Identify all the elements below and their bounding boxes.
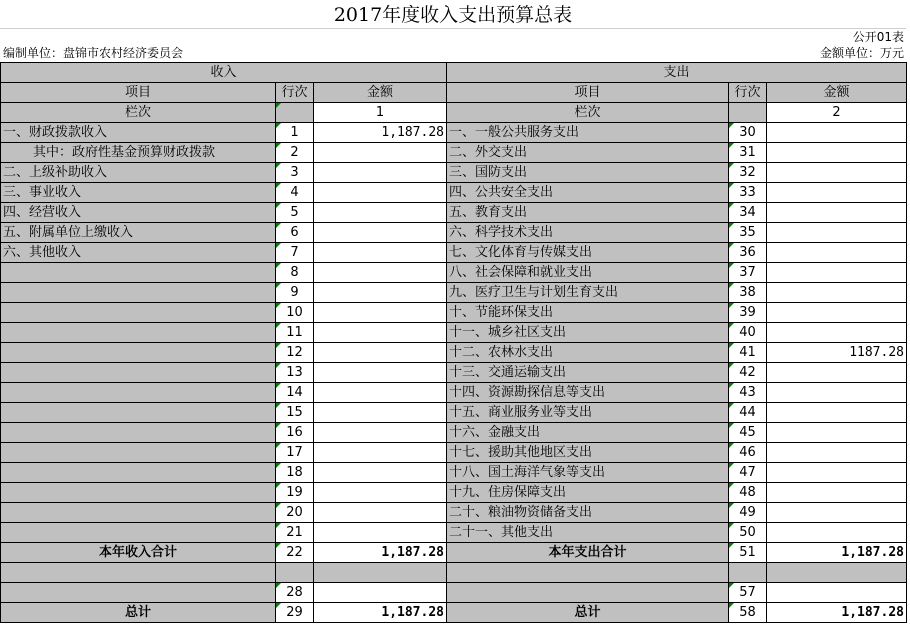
expense-amount[interactable] [767, 243, 907, 263]
expense-row-no: 41 [729, 343, 767, 363]
table-row [1, 503, 907, 523]
expense-amount[interactable] [767, 203, 907, 223]
expense-item: 十二、农林水支出 [447, 343, 729, 363]
expense-item: 三、国防支出 [447, 163, 729, 183]
income-amount[interactable] [314, 523, 447, 543]
expense-total-amount[interactable]: 1,187.28 [767, 603, 907, 623]
income-item-header: 项目 [1, 83, 276, 103]
expense-gap-no: 57 [729, 583, 767, 603]
expense-amount[interactable] [767, 183, 907, 203]
table-row [1, 403, 907, 423]
total-row [1, 603, 907, 623]
income-amount[interactable] [314, 203, 447, 223]
expense-item: 四、公共安全支出 [447, 183, 729, 203]
table-row [1, 263, 907, 283]
income-item [1, 483, 276, 503]
income-amount-header: 金额 [314, 83, 447, 103]
income-amount[interactable] [314, 383, 447, 403]
expense-amount[interactable] [767, 163, 907, 183]
expense-blank-no [729, 563, 767, 583]
table-row [1, 323, 907, 343]
income-column-index: 1 [314, 103, 447, 123]
expense-amount[interactable] [767, 223, 907, 243]
income-item [1, 323, 276, 343]
income-amount[interactable] [314, 423, 447, 443]
income-row-no: 21 [276, 523, 314, 543]
income-row-no: 13 [276, 363, 314, 383]
form-number-row [0, 29, 906, 46]
expense-amount[interactable] [767, 123, 907, 143]
expense-amount[interactable] [767, 303, 907, 323]
income-amount[interactable] [314, 403, 447, 423]
expense-row-no: 49 [729, 503, 767, 523]
income-row-no: 20 [276, 503, 314, 523]
income-amount[interactable] [314, 223, 447, 243]
income-amount[interactable] [314, 243, 447, 263]
income-amount[interactable] [314, 323, 447, 343]
expense-amount[interactable] [767, 483, 907, 503]
income-amount[interactable] [314, 143, 447, 163]
income-total-amount[interactable]: 1,187.28 [314, 603, 447, 623]
expense-item: 十、节能环保支出 [447, 303, 729, 323]
table-row [1, 343, 907, 363]
table-row [1, 443, 907, 463]
income-column-label: 栏次 [1, 103, 276, 123]
income-item [1, 283, 276, 303]
expense-amount[interactable] [767, 443, 907, 463]
table-row [1, 523, 907, 543]
income-item: 六、其他收入 [1, 243, 276, 263]
income-row-no: 10 [276, 303, 314, 323]
income-item: 四、经营收入 [1, 203, 276, 223]
income-amount[interactable] [314, 443, 447, 463]
income-row-no: 19 [276, 483, 314, 503]
form-number: 公开01表 [852, 30, 904, 44]
expense-amount[interactable] [767, 383, 907, 403]
income-row-no: 12 [276, 343, 314, 363]
expense-subtotal-label: 本年支出合计 [447, 543, 729, 563]
expense-gap-item [447, 583, 729, 603]
table-row [1, 123, 907, 143]
income-row-no: 18 [276, 463, 314, 483]
expense-amount[interactable] [767, 323, 907, 343]
expense-amount[interactable] [767, 143, 907, 163]
income-amount[interactable] [314, 363, 447, 383]
expense-item: 五、教育支出 [447, 203, 729, 223]
gap-row [1, 583, 907, 603]
income-row-no: 3 [276, 163, 314, 183]
income-rowno-header: 行次 [276, 83, 314, 103]
table-row [1, 243, 907, 263]
expense-item: 二、外交支出 [447, 143, 729, 163]
income-amount[interactable] [314, 483, 447, 503]
expense-item: 二十一、其他支出 [447, 523, 729, 543]
expense-amount[interactable] [767, 263, 907, 283]
income-row-no: 8 [276, 263, 314, 283]
expense-gap-amount[interactable] [767, 583, 907, 603]
income-amount[interactable] [314, 163, 447, 183]
expense-row-no: 43 [729, 383, 767, 403]
unit-row [0, 45, 906, 62]
income-item [1, 463, 276, 483]
income-item: 其中：政府性基金预算财政拨款 [1, 143, 276, 163]
blank-row [1, 563, 907, 583]
income-item [1, 363, 276, 383]
table-row [1, 303, 907, 323]
expense-amount[interactable]: 1187.28 [767, 343, 907, 363]
expense-row-no: 30 [729, 123, 767, 143]
expense-row-no: 39 [729, 303, 767, 323]
expense-item: 一、一般公共服务支出 [447, 123, 729, 143]
table-row [1, 283, 907, 303]
income-item [1, 503, 276, 523]
income-item [1, 263, 276, 283]
income-amount[interactable] [314, 463, 447, 483]
expense-amount[interactable] [767, 283, 907, 303]
income-amount[interactable] [314, 503, 447, 523]
income-row-no: 7 [276, 243, 314, 263]
table-row [1, 483, 907, 503]
table-row [1, 163, 907, 183]
table-row [1, 203, 907, 223]
table-row [1, 423, 907, 443]
income-subtotal-amount[interactable]: 1,187.28 [314, 543, 447, 563]
expense-column-index: 2 [767, 103, 907, 123]
expense-item: 六、科学技术支出 [447, 223, 729, 243]
income-amount[interactable] [314, 283, 447, 303]
report-title: 2017年度收入支出预算总表 [0, 0, 906, 29]
table-row [1, 363, 907, 383]
income-item [1, 303, 276, 323]
table-row [1, 143, 907, 163]
expense-blank-amount [767, 563, 907, 583]
income-item [1, 383, 276, 403]
expense-blank-item [447, 563, 729, 583]
expense-row-no: 32 [729, 163, 767, 183]
expense-rowno-header: 行次 [729, 83, 767, 103]
expense-item: 七、文化体育与传媒支出 [447, 243, 729, 263]
expense-amount[interactable] [767, 423, 907, 443]
income-subtotal-label: 本年收入合计 [1, 543, 276, 563]
expense-item: 二十、粮油物资储备支出 [447, 503, 729, 523]
subtotal-row [1, 543, 907, 563]
income-blank-no [276, 563, 314, 583]
expense-row-no: 48 [729, 483, 767, 503]
expense-total-no: 58 [729, 603, 767, 623]
money-unit: 金额单位：万元 [819, 46, 904, 60]
expense-item: 十六、金融支出 [447, 423, 729, 443]
expense-item: 十五、商业服务业等支出 [447, 403, 729, 423]
expense-row-no: 38 [729, 283, 767, 303]
expense-row-no: 46 [729, 443, 767, 463]
expense-row-no: 42 [729, 363, 767, 383]
income-item [1, 403, 276, 423]
income-row-no: 9 [276, 283, 314, 303]
income-rowno-index [276, 103, 314, 123]
expense-subtotal-no: 51 [729, 543, 767, 563]
expense-item: 十四、资源勘探信息等支出 [447, 383, 729, 403]
reporting-unit: 编制单位：盘锦市农村经济委员会 [3, 46, 184, 60]
income-item: 五、附属单位上缴收入 [1, 223, 276, 243]
income-item: 二、上级补助收入 [1, 163, 276, 183]
income-amount[interactable] [314, 343, 447, 363]
expense-amount-header: 金额 [767, 83, 907, 103]
expense-row-no: 31 [729, 143, 767, 163]
expense-row-no: 47 [729, 463, 767, 483]
income-gap-no: 28 [276, 583, 314, 603]
income-amount[interactable] [314, 183, 447, 203]
income-item [1, 523, 276, 543]
income-item: 一、财政拨款收入 [1, 123, 276, 143]
income-amount[interactable] [314, 263, 447, 283]
expense-item: 十七、援助其他地区支出 [447, 443, 729, 463]
expense-row-no: 50 [729, 523, 767, 543]
income-row-no: 16 [276, 423, 314, 443]
expense-rowno-index [729, 103, 767, 123]
income-row-no: 17 [276, 443, 314, 463]
expense-row-no: 35 [729, 223, 767, 243]
column-index-row [1, 103, 907, 123]
expense-item: 十三、交通运输支出 [447, 363, 729, 383]
expense-total-label: 总计 [447, 603, 729, 623]
income-row-no: 1 [276, 123, 314, 143]
income-item: 三、事业收入 [1, 183, 276, 203]
column-header-row [1, 83, 907, 103]
expense-item: 十八、国土海洋气象等支出 [447, 463, 729, 483]
expense-item: 八、社会保障和就业支出 [447, 263, 729, 283]
income-item [1, 343, 276, 363]
income-item [1, 443, 276, 463]
income-item [1, 423, 276, 443]
income-subtotal-no: 22 [276, 543, 314, 563]
expense-item: 九、医疗卫生与计划生育支出 [447, 283, 729, 303]
table-row [1, 463, 907, 483]
income-blank-amount [314, 563, 447, 583]
income-gap-item [1, 583, 276, 603]
income-total-no: 29 [276, 603, 314, 623]
income-amount[interactable] [314, 303, 447, 323]
expense-column-label: 栏次 [447, 103, 729, 123]
income-row-no: 14 [276, 383, 314, 403]
expense-item: 十一、城乡社区支出 [447, 323, 729, 343]
expense-row-no: 37 [729, 263, 767, 283]
income-gap-amount[interactable] [314, 583, 447, 603]
expense-row-no: 33 [729, 183, 767, 203]
expense-row-no: 45 [729, 423, 767, 443]
table-row [1, 223, 907, 243]
table-row [1, 183, 907, 203]
expense-amount[interactable] [767, 363, 907, 383]
income-blank-item [1, 563, 276, 583]
expense-row-no: 40 [729, 323, 767, 343]
income-row-no: 6 [276, 223, 314, 243]
section-header-row [1, 63, 907, 83]
income-row-no: 4 [276, 183, 314, 203]
expense-amount[interactable] [767, 523, 907, 543]
expense-row-no: 36 [729, 243, 767, 263]
table-row [1, 383, 907, 403]
expense-item: 十九、住房保障支出 [447, 483, 729, 503]
expense-row-no: 34 [729, 203, 767, 223]
expense-amount[interactable] [767, 463, 907, 483]
income-amount[interactable]: 1,187.28 [314, 123, 447, 143]
expense-amount[interactable] [767, 503, 907, 523]
income-total-label: 总计 [1, 603, 276, 623]
income-row-no: 15 [276, 403, 314, 423]
budget-table [0, 62, 907, 623]
expense-row-no: 44 [729, 403, 767, 423]
income-row-no: 11 [276, 323, 314, 343]
expense-section-header: 支出 [447, 63, 907, 83]
income-section-header: 收入 [1, 63, 447, 83]
expense-item-header: 项目 [447, 83, 729, 103]
income-row-no: 5 [276, 203, 314, 223]
income-row-no: 2 [276, 143, 314, 163]
expense-subtotal-amount[interactable]: 1,187.28 [767, 543, 907, 563]
expense-amount[interactable] [767, 403, 907, 423]
